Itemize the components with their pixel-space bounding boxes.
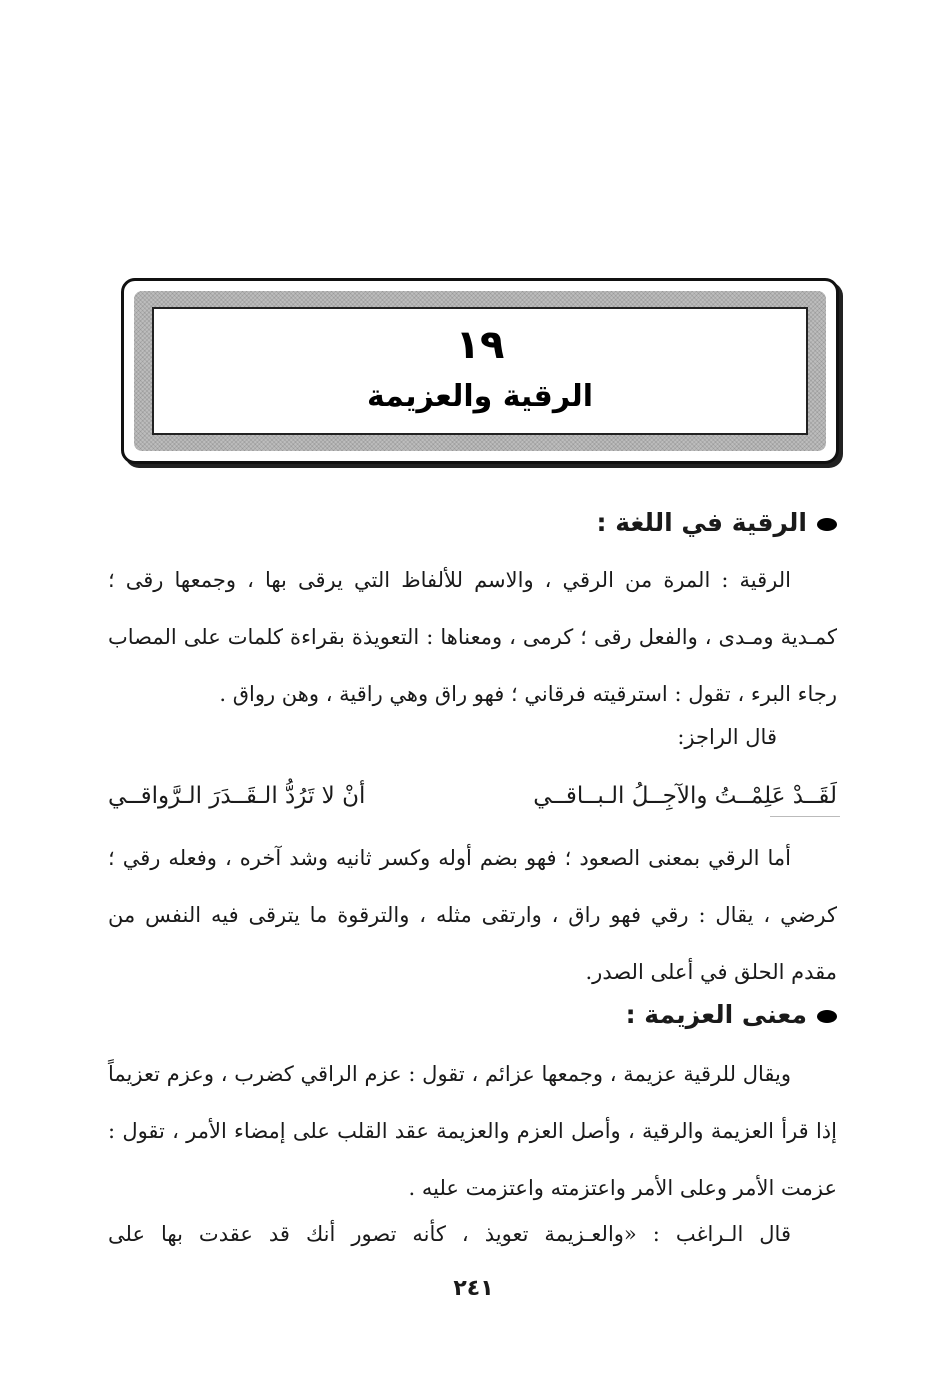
paragraph-raghib-quote	[108, 1206, 837, 1263]
section-heading-text: الرقية في اللغة :	[596, 508, 807, 537]
chapter-header-box	[121, 278, 839, 464]
verse-first-hemistich: لَقَــدْ عَلِمْــتُ والآجِــلُ الـبــاقــي	[533, 783, 837, 809]
verse-divider	[770, 816, 840, 817]
paragraph-text: الرقية : المرة من الرقي ، والاسم للألفاظ التي يرقى بها ، وجمعها رقى ؛ كمـدية ومـدى ، والفعل رقى ؛ كرمى ، ومعناها : التعويذة بقراءة كلمات على المصاب رجاء البرء ، تقول : استرقيته فرقاني ؛ فهو راق وهي راقية ، وهن رواق .	[108, 568, 837, 706]
bullet-icon	[817, 518, 837, 531]
paragraph-ruqya-definition	[108, 552, 837, 723]
paragraph-text: قال الـراغب : «والعـزيمة تعويذ ، كأنه تصور أنك قد عقدت بها على	[108, 1222, 791, 1246]
paragraph-text: ويقال للرقية عزيمة ، وجمعها عزائم ، تقول : عزم الراقي كضرب ، وعزم تعزيماً إذا قرأ العزيمة والرقية ، وأصل العزم والعزيمة عقد القلب على إمضاء الأمر ، تقول : عزمت الأمر وعلى الأمر واعتزمته واعتزمت عليه .	[108, 1062, 837, 1200]
bullet-icon	[817, 1010, 837, 1023]
paragraph-text: أما الرقي بمعنى الصعود ؛ فهو بضم أوله وكسر ثانيه وشد آخره ، وفعله رقي ؛ كرضي ، يقال : رقي فهو راق ، وارتقى مثله ، والترقوة ما يترقى فيه النفس من مقدم الحلق في أعلى الصدر.	[108, 846, 837, 984]
section-heading-text: معنى العزيمة :	[625, 1000, 807, 1029]
page-number: ٢٤١	[453, 1276, 494, 1301]
paragraph-ruqi-ascent	[108, 830, 837, 1001]
chapter-number: ١٩	[455, 322, 505, 368]
verse-second-hemistich: أنْ لا تَرُدُّ الـقَــدَرَ الـرَّواقــي	[108, 783, 366, 809]
paragraph-azima-definition	[108, 1046, 837, 1217]
chapter-header-frame	[134, 291, 826, 451]
chapter-header-panel	[152, 307, 808, 435]
poetry-verse	[108, 776, 837, 816]
chapter-title: الرقية والعزيمة	[366, 379, 594, 414]
section-heading-azima	[626, 998, 837, 1032]
verse-intro: قال الراجز:	[677, 725, 777, 749]
section-heading-ruqya-language	[597, 506, 837, 540]
